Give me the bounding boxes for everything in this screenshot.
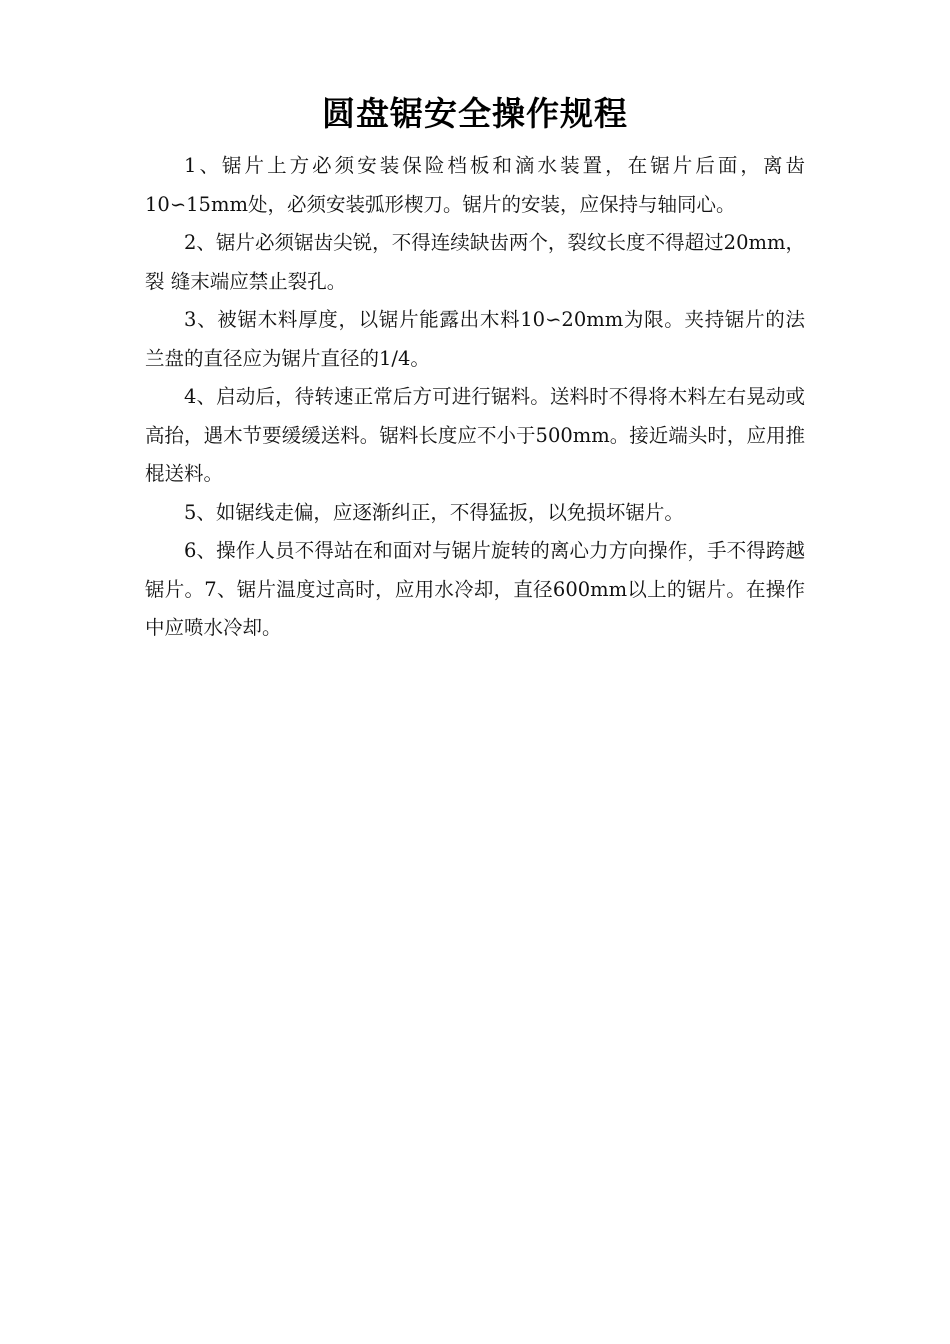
paragraph-3: 3、被锯木料厚度，以锯片能露出木料10∽20mm为限。夹持锯片的法兰盘的直径应为锯片直径的1/4。 [145,308,805,370]
paragraph-4: 4、启动后，待转速正常后方可进行锯料。送料时不得将木料左右晃动或高抬，遇木节要缓缓送料。锯料长度应不小于500mm。接近端头时，应用推棍送料。 [145,385,805,485]
document-body [145,147,805,648]
document-title: 圆盘锯安全操作规程 [322,94,628,133]
paragraph-1: 1、锯片上方必须安装保险档板和滴水装置，在锯片后面，离齿10∽15mm处，必须安装弧形楔刀。锯片的安装，应保持与轴同心。 [145,154,805,216]
paragraph-2: 2、锯片必须锯齿尖锐，不得连续缺齿两个，裂纹长度不得超过20mm，裂 缝末端应禁止裂孔。 [145,231,805,293]
paragraph-6: 6、操作人员不得站在和面对与锯片旋转的离心力方向操作，手不得跨越锯片。7、锯片温度过高时，应用水冷却，直径600mm以上的锯片。在操作中应喷水冷却。 [145,539,805,639]
paragraph-5: 5、如锯线走偏，应逐渐纠正，不得猛扳，以免损坏锯片。 [184,500,684,524]
